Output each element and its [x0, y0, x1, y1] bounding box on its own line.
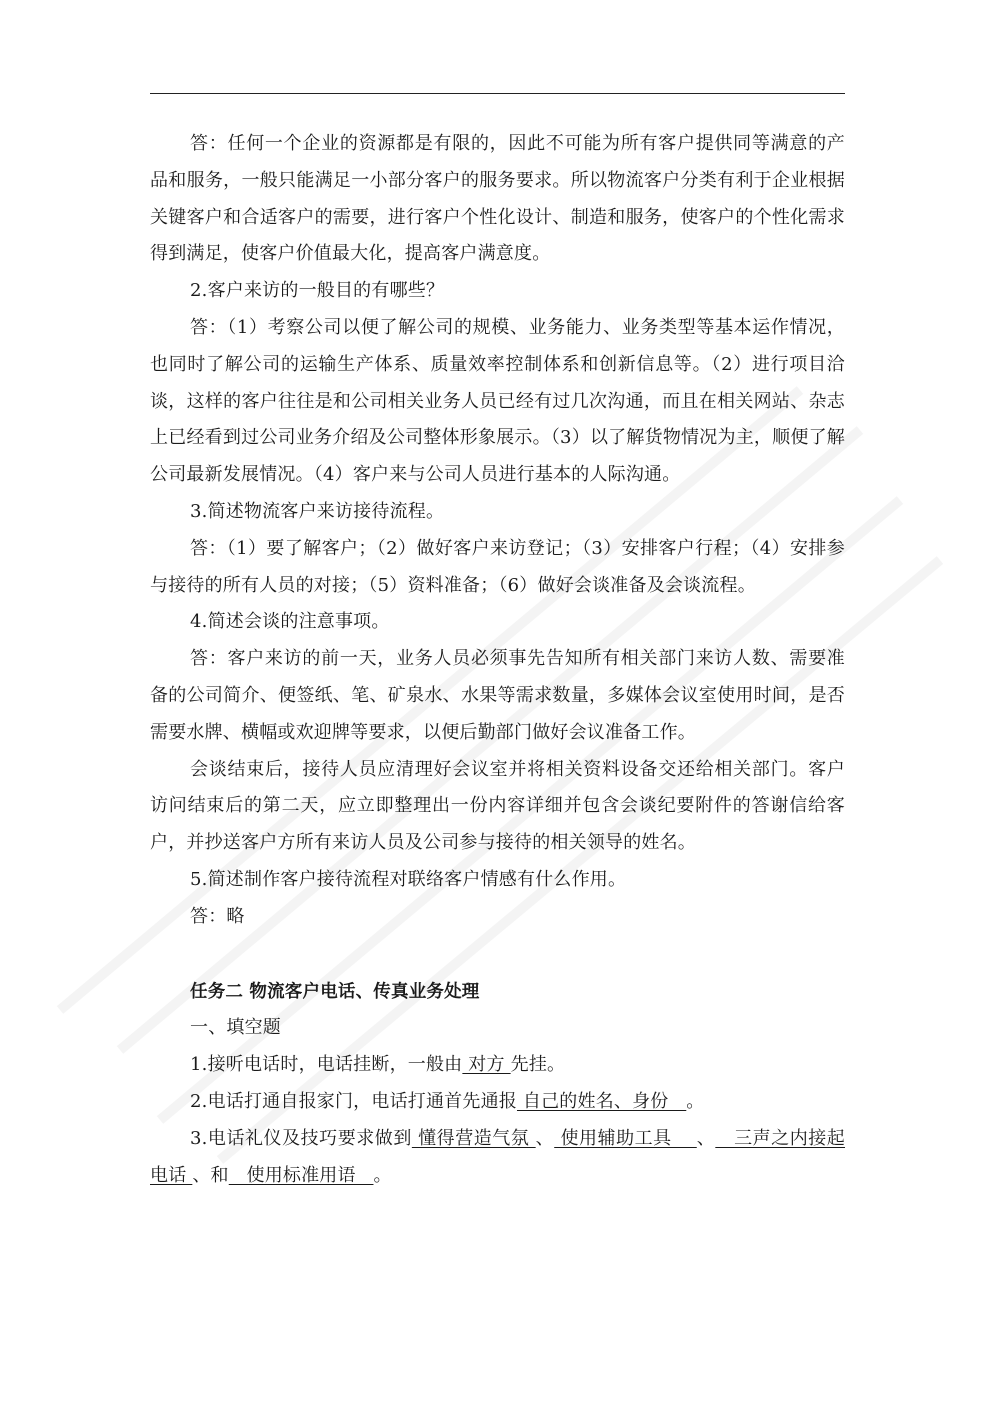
- document-body: [150, 126, 845, 1194]
- question-4: 4.简述会谈的注意事项。: [190, 611, 390, 633]
- fill-q3-answer-4: 使用标准用语: [228, 1164, 374, 1186]
- answer-paragraph-5: 答：略: [190, 905, 245, 927]
- fill-q3-answer-2: 使用辅助工具: [554, 1127, 697, 1149]
- fill-question-1: [150, 1047, 845, 1084]
- task-title: 任务二 物流客户电话、传真业务处理: [190, 981, 480, 1002]
- question-3: 3.简述物流客户来访接待流程。: [190, 500, 445, 522]
- fill-q3-text: 3.电话礼仪及技巧要求做到: [190, 1127, 412, 1149]
- fill-q1-end: 先挂。: [510, 1054, 566, 1076]
- fill-q3-answer-1: 懂得营造气氛: [411, 1127, 536, 1149]
- answer-paragraph-1: 答：任何一个企业的资源都是有限的，因此不可能为所有客户提供同等满意的产品和服务，一般只能满足一小部分客户的服务要求。所以物流客户分类有利于企业根据关键客户和合适客户的需要，进行客户个性化设计、制造和服务，使客户的个性化需求得到满足，使客户价值最大化，提高客户满意度。: [150, 133, 845, 265]
- fill-q3-sep-1: 、: [535, 1127, 555, 1149]
- fill-q1-text: 1.接听电话时，电话挂断，一般由: [190, 1054, 463, 1076]
- section-gap: [150, 936, 845, 974]
- question-2: 2.客户来访的一般目的有哪些？: [190, 280, 445, 302]
- fill-q3-sep-2: 、: [696, 1127, 716, 1149]
- section-title: 一、填空题: [190, 1017, 281, 1039]
- answer-paragraph-4a: 答：客户来访的前一天，业务人员必须事先告知所有相关部门来访人数、需要准备的公司简介、便签纸、笔、矿泉水、水果等需求数量，多媒体会议室使用时间，是否需要水牌、横幅或欢迎牌等要求，以便后勤部门做好会议准备工作。: [150, 648, 845, 743]
- answer-paragraph-3: 答：（1）要了解客户；（2）做好客户来访登记；（3）安排客户行程；（4）安排参与接待的所有人员的对接；（5）资料准备；（6）做好会谈准备及会谈流程。: [150, 537, 845, 596]
- fill-q1-answer: 对方: [462, 1054, 511, 1076]
- fill-question-2: [150, 1084, 845, 1121]
- fill-q3-answer-3: 三声之内接起电话: [150, 1127, 846, 1186]
- fill-question-3: [150, 1121, 845, 1195]
- fill-q2-text: 2.电话打通自报家门，电话打通首先通报: [190, 1090, 517, 1112]
- fill-q3-sep-3: 、和: [192, 1164, 229, 1186]
- answer-paragraph-2: 答：（1）考察公司以便了解公司的规模、业务能力、业务类型等基本运作情况，也同时了解公司的运输生产体系、质量效率控制体系和创新信息等。（2）进行项目洽谈，这样的客户往往是和公司相关业务人员已经有过几次沟通，而且在相关网站、杂志上已经看到过公司业务介绍及公司整体形象展示。（3）以了解货物情况为主，顺便了解公司最新发展情况。（4）客户来与公司人员进行基本的人际沟通。: [150, 316, 845, 486]
- fill-q2-answer: 自己的姓名、身份: [516, 1090, 687, 1112]
- fill-q2-end: 。: [686, 1090, 705, 1112]
- answer-paragraph-4b: 会谈结束后，接待人员应清理好会议室并将相关资料设备交还给相关部门。客户访问结束后的第二天，应立即整理出一份内容详细并包含会谈纪要附件的答谢信给客户，并抄送客户方所有来访人员及公司参与接待的相关领导的姓名。: [150, 758, 845, 854]
- fill-q3-end: 。: [373, 1164, 392, 1186]
- question-5: 5.简述制作客户接待流程对联络客户情感有什么作用。: [190, 868, 627, 890]
- header-rule: [150, 93, 845, 94]
